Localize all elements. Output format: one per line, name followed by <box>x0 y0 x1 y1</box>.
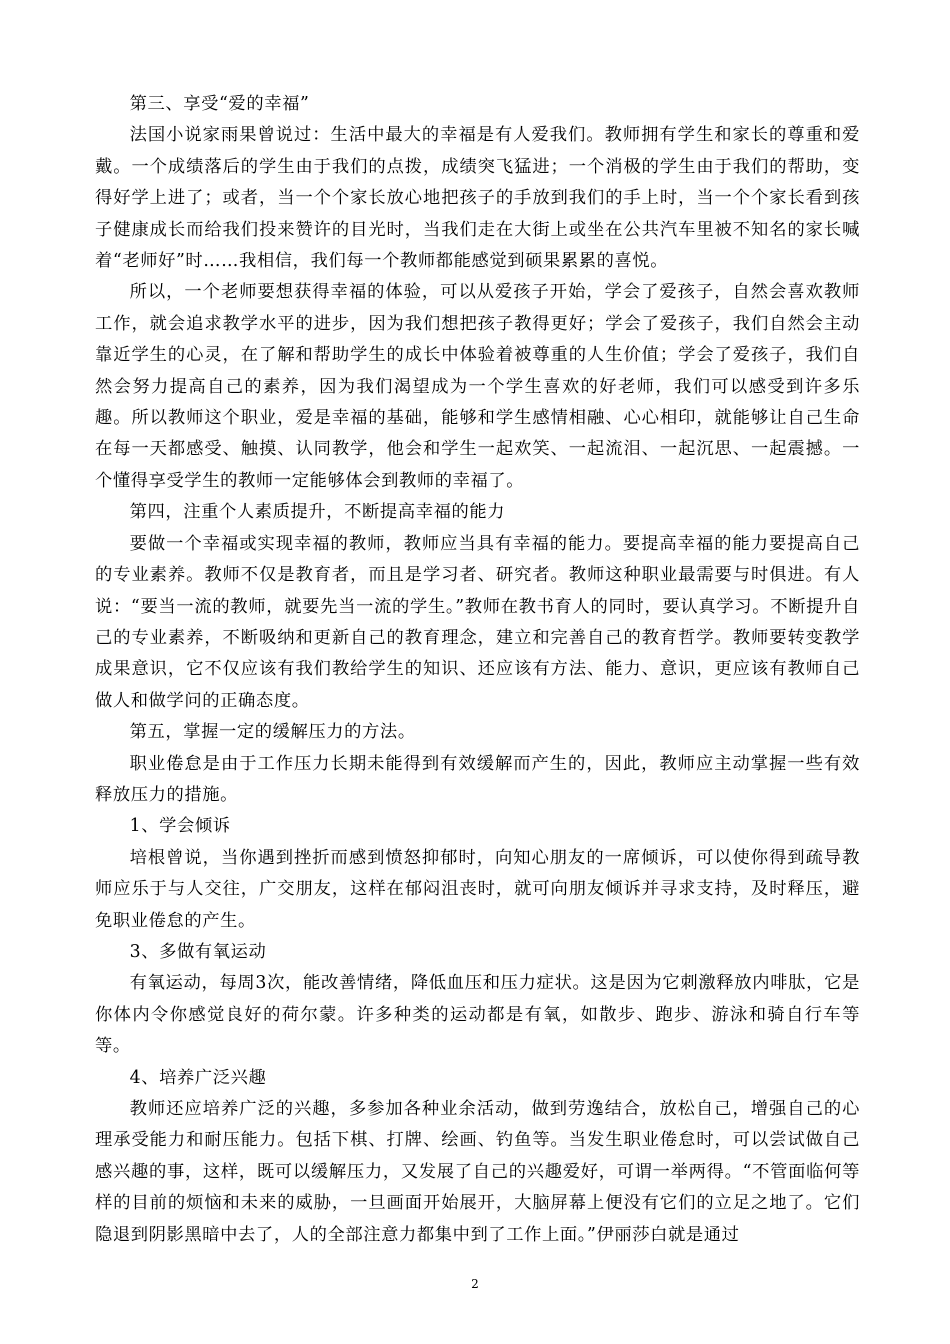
body-paragraph: 法国小说家雨果曾说过：生活中最大的幸福是有人爱我们。教师拥有学生和家长的尊重和爱戴。一个成绩落后的学生由于我们的点拨，成绩突飞猛进；一个消极的学生由于我们的帮助，变得好学上进了；或者，当一个个家长放心地把孩子的手放到我们的手上时，当一个个家长看到孩子健康成长而给我们投来赞许的目光时，当我们走在大街上或坐在公共汽车里被不知名的家长喊着“老师好”时……我相信，我们每一个教师都能感觉到硕果累累的喜悦。 <box>95 125 860 272</box>
body-paragraph: 教师还应培养广泛的兴趣，多参加各种业余活动，做到劳逸结合，放松自己，增强自己的心理承受能力和耐压能力。包括下棋、打牌、绘画、钓鱼等。当发生职业倦怠时，可以尝试做自己感兴趣的事，这样，既可以缓解压力，又发展了自己的兴趣爱好，可谓一举两得。“不管面临何等样的目前的烦恼和未来的威胁，一旦画面开始展开，大脑屏幕上便没有它们的立足之地了。它们隐退到阴影黑暗中去了，人的全部注意力都集中到了工作上面。”伊丽莎白就是通过 <box>95 1099 860 1245</box>
body-paragraph: 培根曾说，当你遇到挫折而感到愤怒抑郁时，向知心朋友的一席倾诉，可以使你得到疏导教师应乐于与人交往，广交朋友，这样在郁闷沮丧时，就可向朋友倾诉并寻求支持，及时释压，避免职业倦怠的产生。 <box>95 847 860 931</box>
page-number: 2 <box>471 1277 479 1291</box>
subsection-heading: 3、多做有氧运动 <box>129 941 267 962</box>
body-paragraph: 所以，一个老师要想获得幸福的体验，可以从爱孩子开始，学会了爱孩子，自然会喜欢教师工作，就会追求教学水平的进步，因为我们想把孩子教得更好；学会了爱孩子，我们自然会主动靠近学生的心灵，在了解和帮助学生的成长中体验着被尊重的人生价值；学会了爱孩子，我们自然会努力提高自己的素养，因为我们渴望成为一个学生喜欢的好老师，我们可以感受到许多乐趣。所以教师这个职业，爱是幸福的基础，能够和学生感情相融、心心相印，就能够让自己生命在每一天都感受、触摸、认同教学，他会和学生一起欢笑、一起流泪、一起沉思、一起震撼。一个懂得享受学生的教师一定能够体会到教师的幸福了。 <box>95 282 860 491</box>
document-body <box>95 89 860 1251</box>
body-paragraph: 有氧运动，每周3次，能改善情绪，降低血压和压力症状。这是因为它刺激释放内啡肽，它是你体内令你感觉良好的荷尔蒙。许多种类的运动都是有氧，如散步、跑步、游泳和骑自行车等等。 <box>95 973 860 1057</box>
section-heading: 第四，注重个人素质提升，不断提高幸福的能力 <box>129 502 506 523</box>
section-heading: 第五，掌握一定的缓解压力的方法。 <box>129 722 416 743</box>
body-paragraph: 职业倦怠是由于工作压力长期未能得到有效缓解而产生的，因此，教师应主动掌握一些有效释放压力的措施。 <box>95 753 860 805</box>
subsection-heading: 4、培养广泛兴趣 <box>129 1067 267 1088</box>
subsection-heading: 1、学会倾诉 <box>129 816 231 837</box>
body-paragraph: 要做一个幸福或实现幸福的教师，教师应当具有幸福的能力。要提高幸福的能力要提高自己的专业素养。教师不仅是教育者，而且是学习者、研究者。教师这种职业最需要与时俱进。有人说：“要当一流的教师，就要先当一流的学生。”教师在教书育人的同时，要认真学习。不断提升自己的专业素养，不断吸纳和更新自己的教育理念，建立和完善自己的教育哲学。教师要转变教学成果意识，它不仅应该有我们教给学生的知识、还应该有方法、能力、意识，更应该有教师自己做人和做学问的正确态度。 <box>95 533 860 711</box>
section-heading: 第三、享受“爱的幸福” <box>129 94 310 114</box>
